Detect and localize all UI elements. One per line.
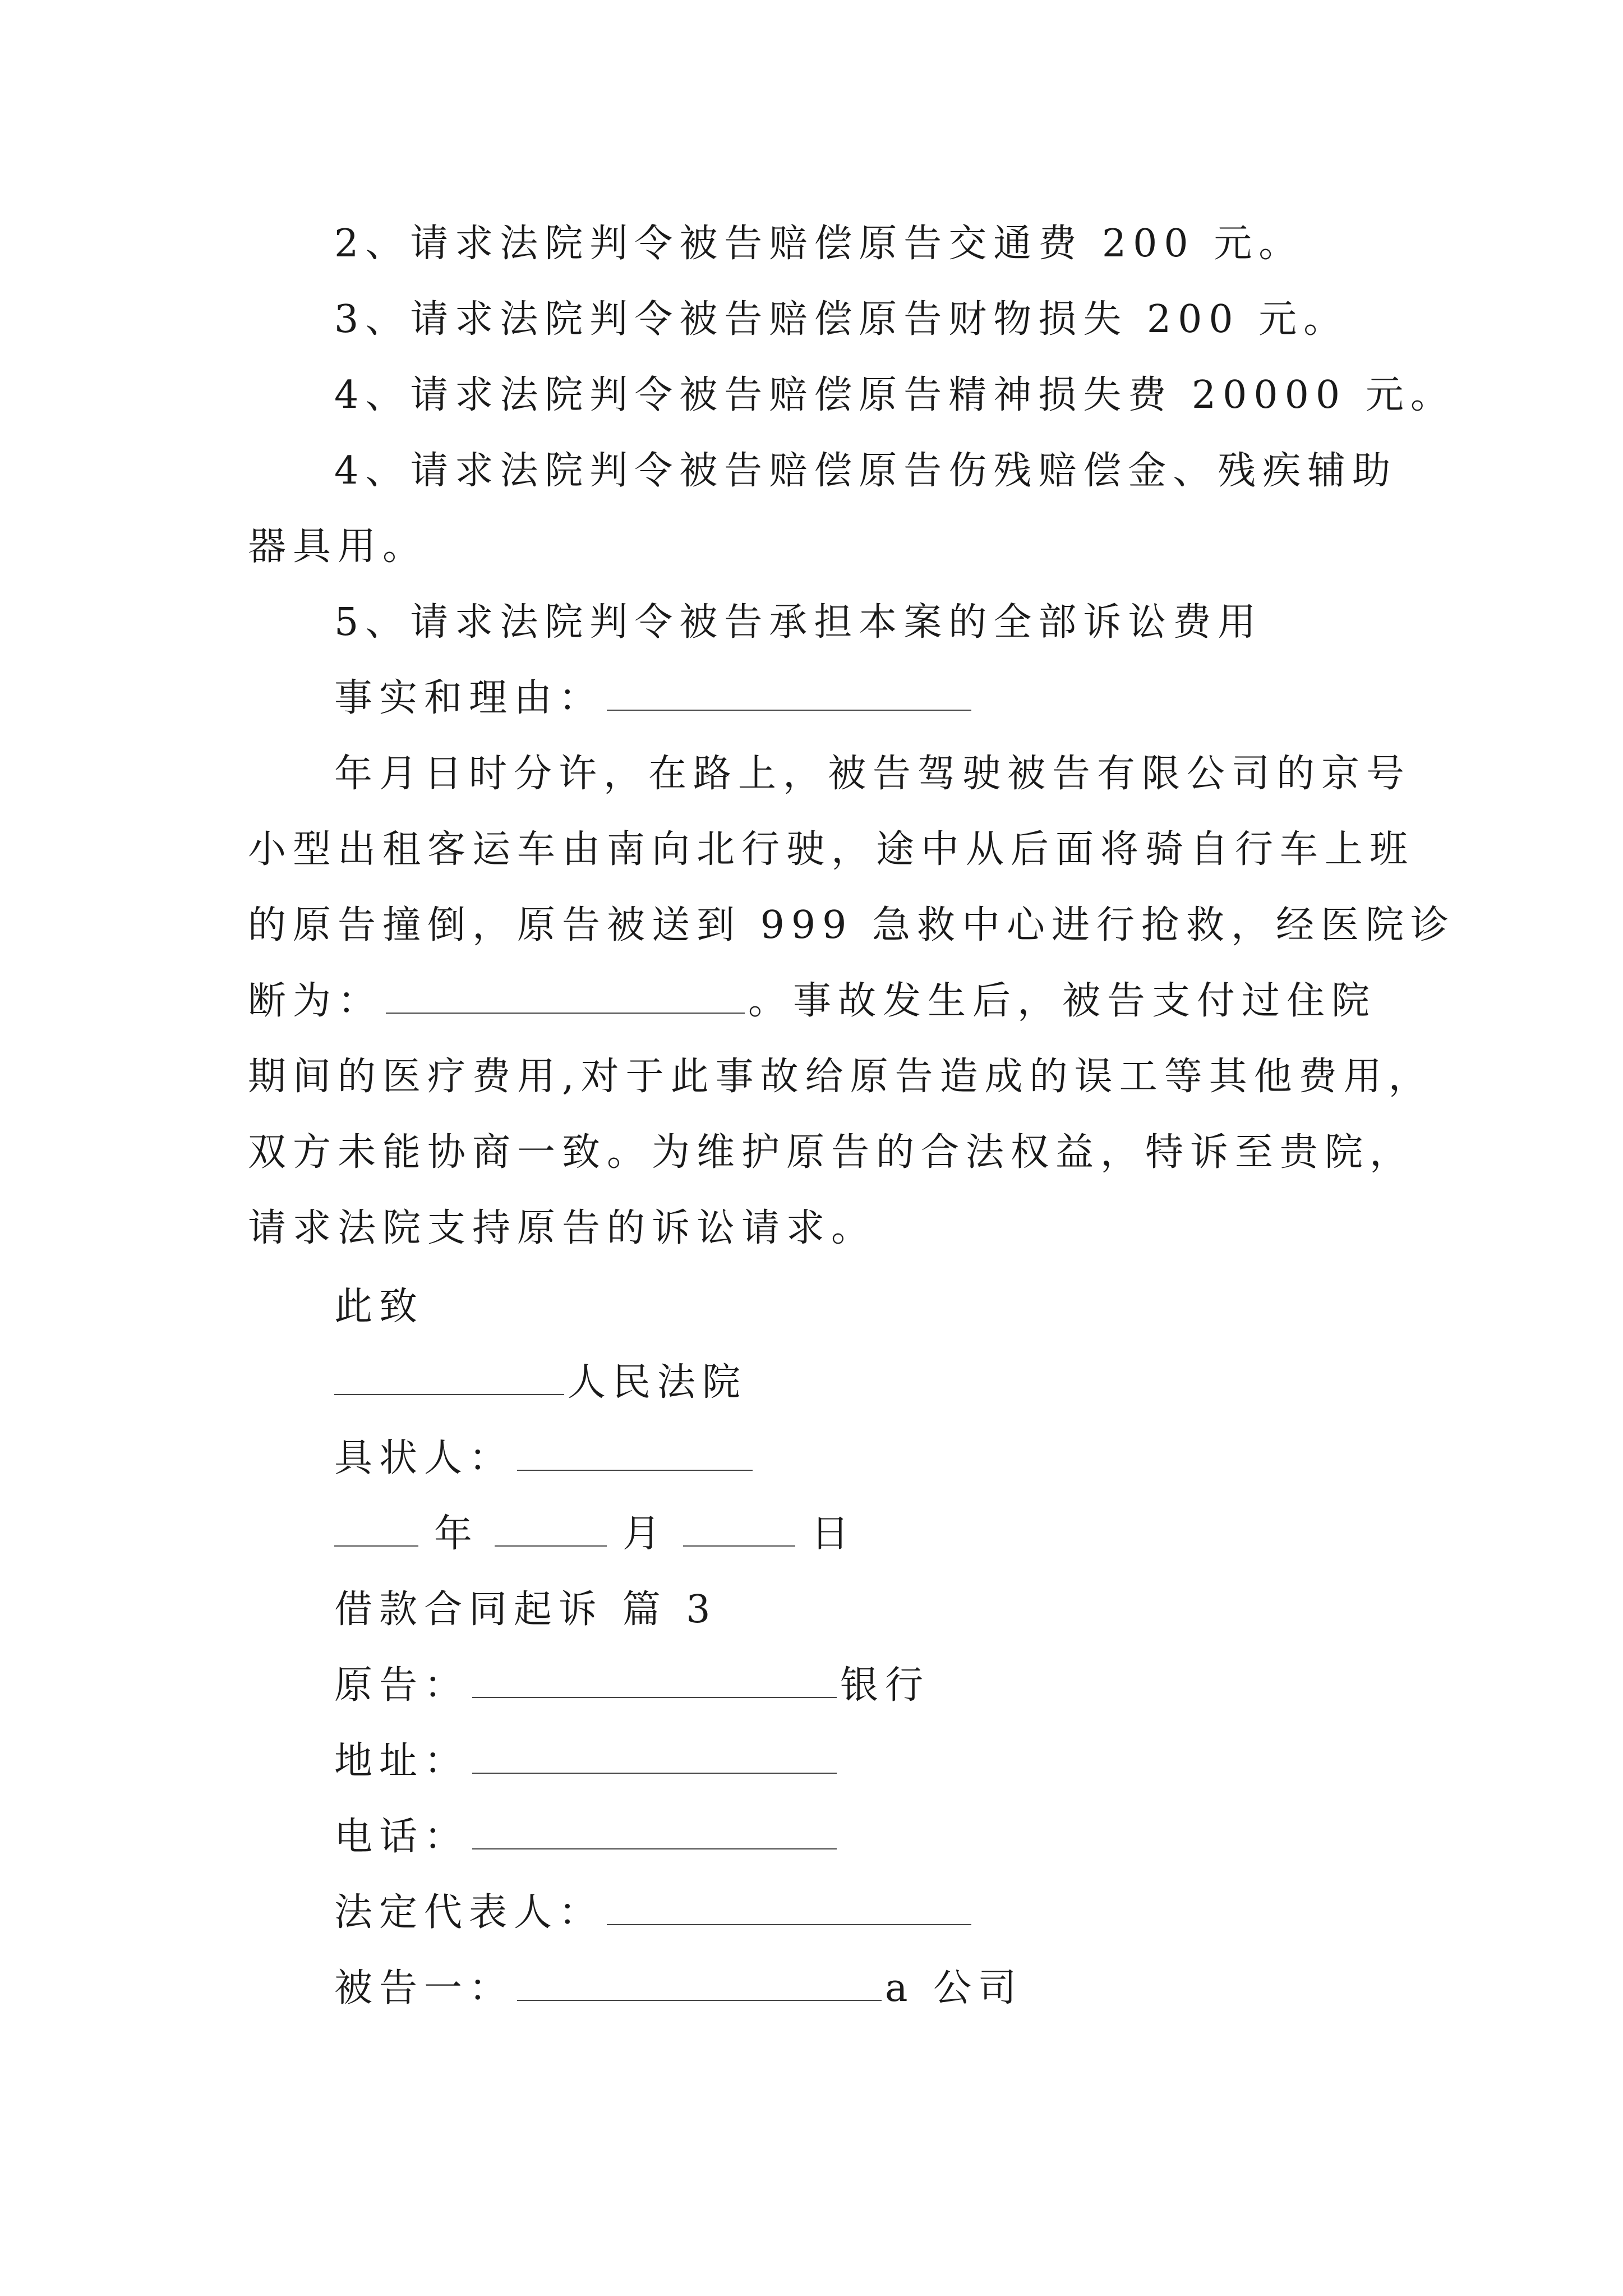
facts-line-5: 期间的医疗费用,对于此事故给原告造成的误工等其他费用， — [248, 1055, 1433, 1099]
signer-label: 具状人： — [334, 1436, 514, 1480]
plaintiff-label: 原告： — [334, 1663, 469, 1708]
claim-5: 5、请求法院判令被告承担本案的全部诉讼费用 — [334, 600, 1263, 645]
claim-3: 3、请求法院判令被告赔偿原告财物损失 200 元。 — [334, 297, 1349, 342]
legal-rep-row — [334, 1879, 1623, 1947]
facts-line-7: 请求法院支持原告的诉讼请求。 — [248, 1206, 877, 1250]
signer-row — [334, 1425, 1623, 1492]
facts-line-3: 的原告撞倒，原告被送到 999 急救中心进行抢救，经医院诊 — [248, 903, 1456, 947]
claim-2: 2、请求法院判令被告赔偿原告交通费 200 元。 — [334, 222, 1304, 266]
legal-rep-label: 法定代表人： — [334, 1890, 604, 1935]
claim-4-disability-line2: 器具用。 — [248, 524, 428, 569]
date-row — [334, 1501, 1623, 1568]
defendant-1-row — [334, 1955, 1623, 2022]
plaintiff-row — [334, 1652, 1623, 1719]
diagnosis-blank — [386, 968, 745, 1014]
facts-line-4 — [248, 968, 1623, 1035]
facts-line-1: 年月日时分许，在路上，被告驾驶被告有限公司的京号 — [334, 752, 1412, 796]
facts-blank — [607, 665, 971, 711]
court-name-blank — [334, 1349, 564, 1395]
signer-blank — [517, 1425, 753, 1471]
defendant-1-label: 被告一： — [334, 1966, 514, 2010]
phone-label: 电话： — [334, 1815, 469, 1859]
salutation: 此致 — [334, 1285, 425, 1329]
facts-line-2: 小型出租客运车由南向北行驶，途中从后面将骑自行车上班 — [248, 827, 1415, 872]
court-suffix: 人民法院 — [568, 1360, 748, 1405]
phone-blank — [472, 1803, 837, 1849]
facts-line-4-rest: 。事故发生后，被告支付过住院 — [748, 979, 1377, 1023]
court-row — [334, 1349, 1623, 1416]
section-3-title: 借款合同起诉 篇 3 — [334, 1588, 717, 1632]
month-blank — [495, 1501, 607, 1547]
address-blank — [472, 1728, 837, 1774]
address-row — [334, 1728, 1623, 1795]
legal-rep-blank — [607, 1879, 971, 1925]
month-label: 月 — [623, 1512, 668, 1556]
day-blank — [683, 1501, 795, 1547]
defendant-1-blank — [517, 1955, 882, 2001]
claim-4-disability-line1: 4、请求法院判令被告赔偿原告伤残赔偿金、残疾辅助 — [334, 449, 1398, 493]
year-label: 年 — [434, 1512, 479, 1556]
defendant-1-suffix: a 公司 — [885, 1966, 1023, 2010]
facts-heading: 事实和理由： — [334, 676, 604, 720]
phone-row — [334, 1803, 1623, 1871]
year-blank — [334, 1501, 418, 1547]
plaintiff-suffix: 银行 — [840, 1663, 930, 1708]
facts-heading-row — [334, 665, 1623, 732]
day-label: 日 — [811, 1512, 856, 1556]
diagnosis-label: 断为： — [248, 979, 383, 1023]
facts-line-6: 双方未能协商一致。为维护原告的合法权益，特诉至贵院， — [248, 1130, 1415, 1175]
plaintiff-blank — [472, 1652, 837, 1698]
claim-4-mental-damage: 4、请求法院判令被告赔偿原告精神损失费 20000 元。 — [334, 373, 1455, 417]
address-label: 地址： — [334, 1739, 469, 1783]
